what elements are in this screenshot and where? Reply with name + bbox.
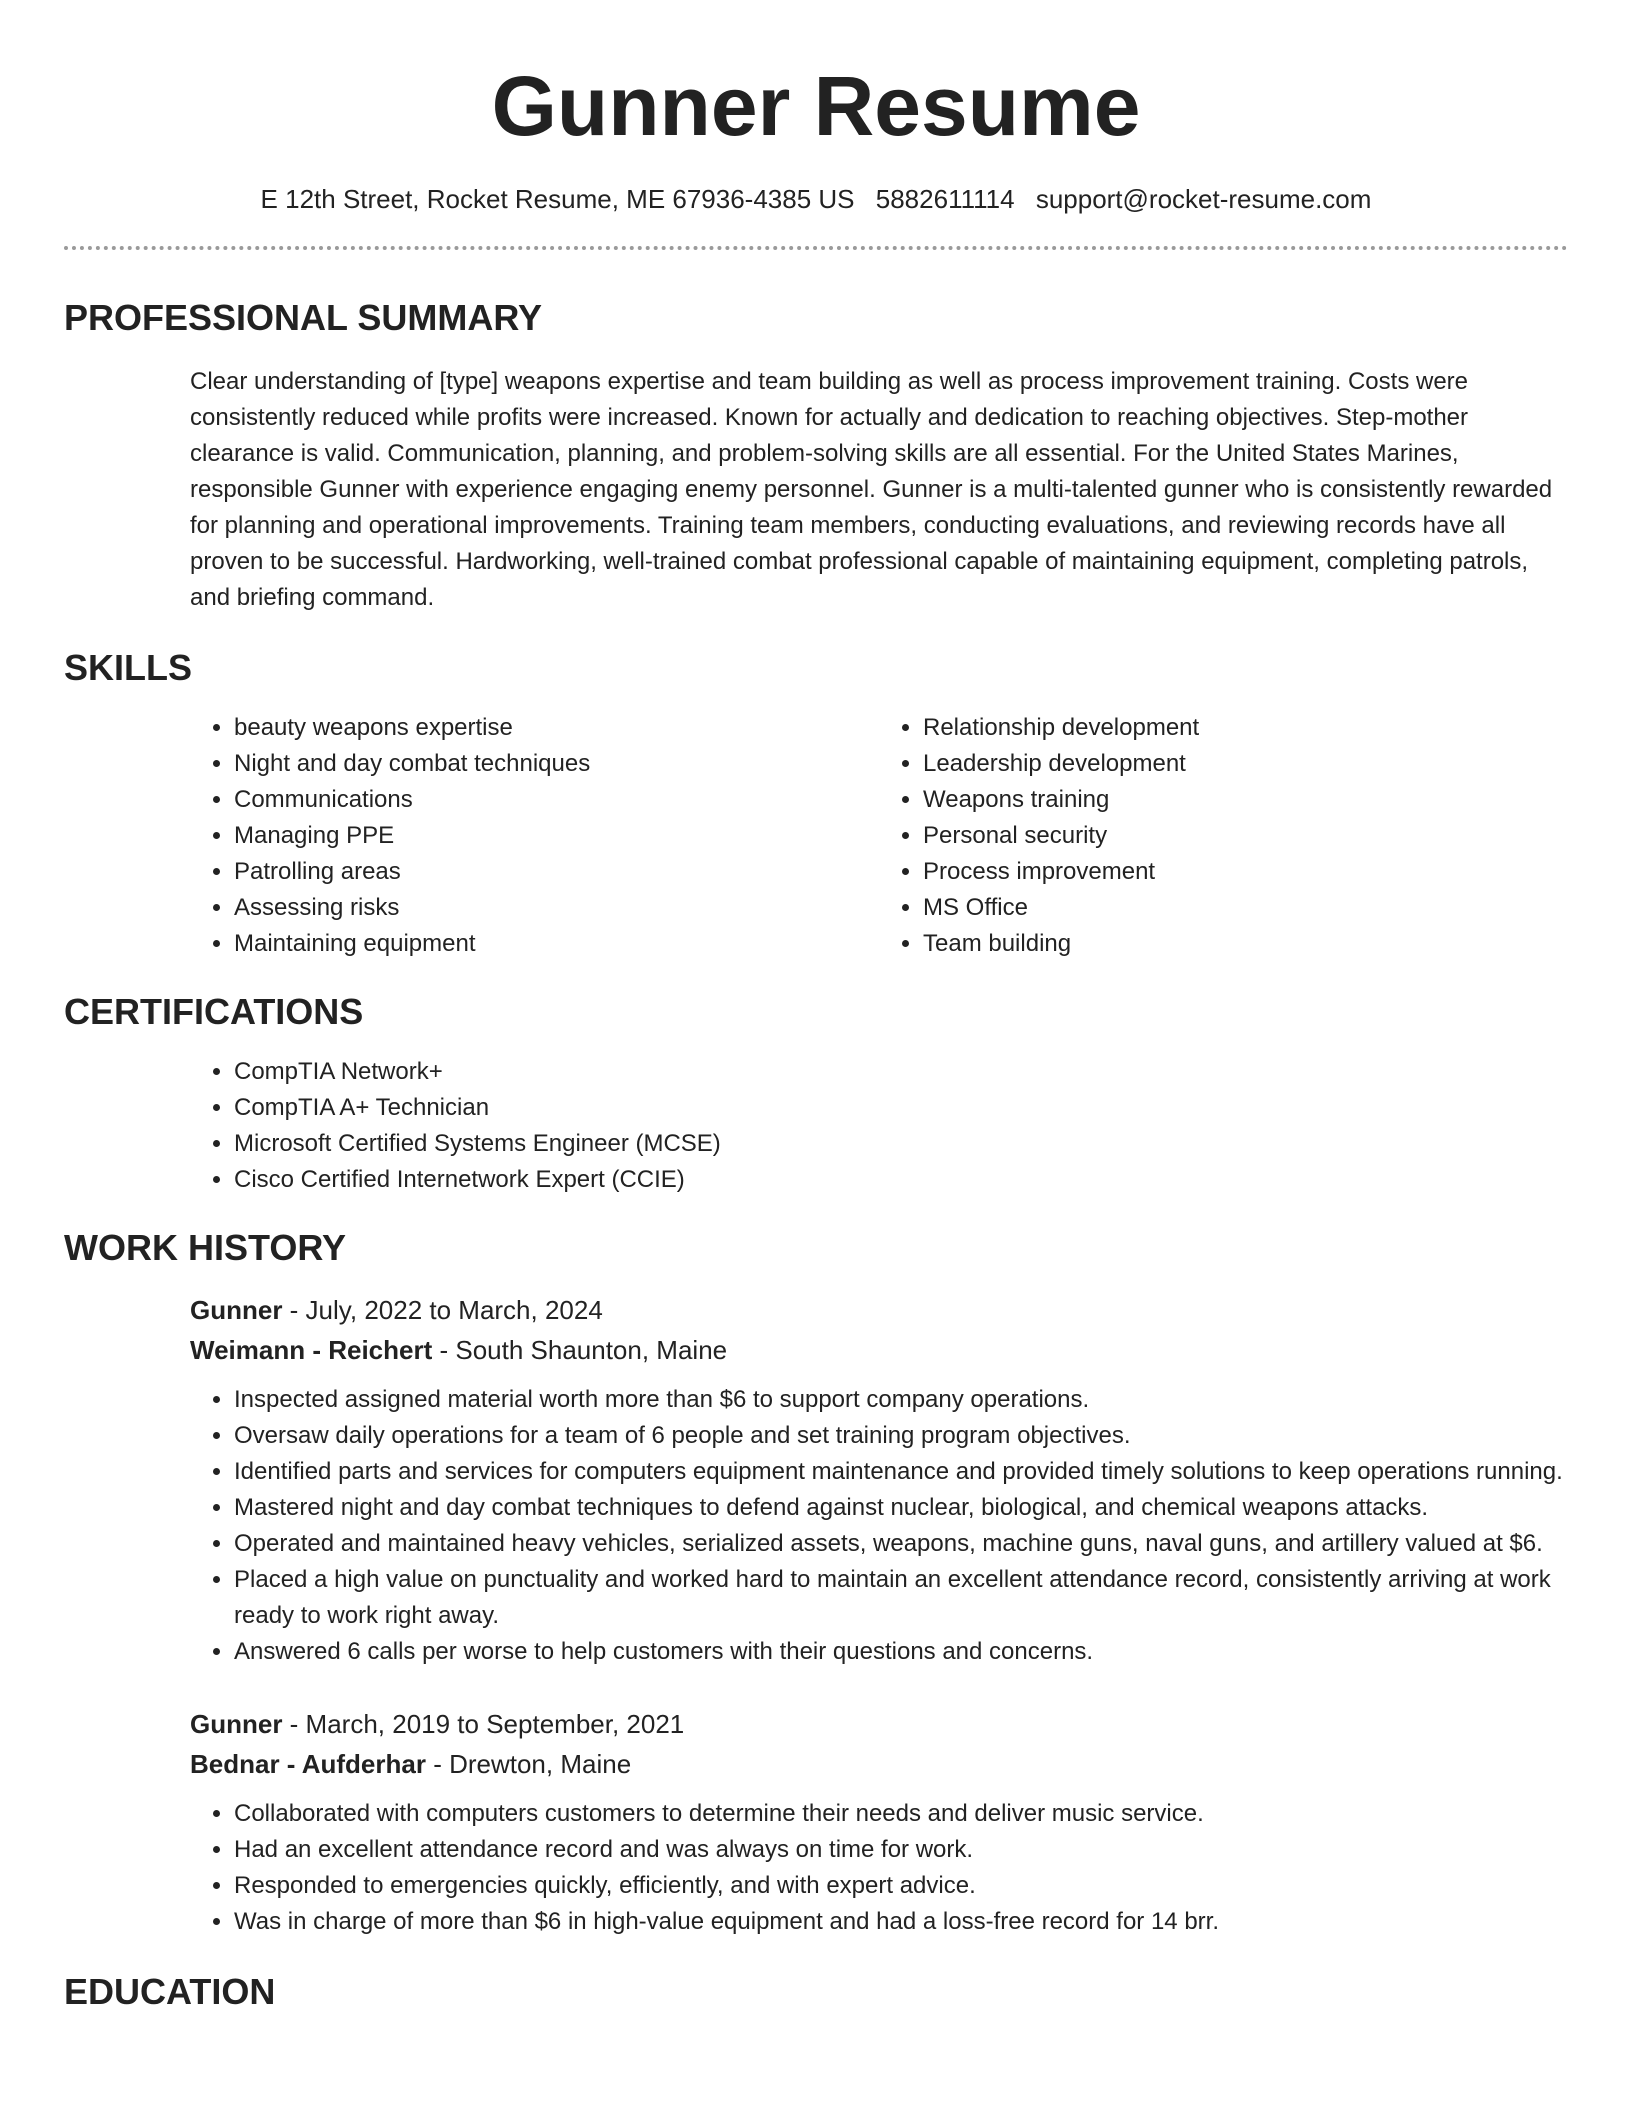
- job-bullets: [190, 1796, 1568, 1940]
- skill-item: • Maintaining equipment: [234, 926, 879, 962]
- job-dates: - March, 2019 to September, 2021: [282, 1709, 685, 1739]
- contact-email: support@rocket-resume.com: [1035, 184, 1372, 214]
- contact-phone: 5882611114: [875, 184, 1015, 214]
- skill-item: • Patrolling areas: [234, 854, 879, 890]
- certification-item: • CompTIA Network+: [234, 1054, 1568, 1090]
- job-role: Gunner: [190, 1295, 283, 1325]
- skill-item: • Leadership development: [923, 746, 1568, 782]
- work-history-heading: WORK HISTORY: [64, 1227, 347, 1268]
- job-title-line: [190, 1704, 1568, 1744]
- certification-item: • Microsoft Certified Systems Engineer (MCSE): [234, 1126, 1568, 1162]
- job-company-line: [190, 1744, 1568, 1784]
- skills-heading: SKILLS: [64, 647, 193, 688]
- job-company: Weimann - Reichert: [190, 1335, 433, 1365]
- job-title-line: [190, 1290, 1568, 1330]
- job-company-line: [190, 1330, 1568, 1370]
- skills-column-right: [879, 710, 1568, 962]
- summary-text: Clear understanding of [type] weapons expertise and team building as well as process improvement training. Costs were consistently reduced while profits were increased. Known for actually and dedication to reaching objectives. Step-mother clearance is valid. Communication, planning, and problem-solving skills are all essential. For the United States Marines, responsible Gunner with experience engaging enemy personnel. Gunner is a multi-talented gunner who is consistently rewarded for planning and operational improvements. Training team members, conducting evaluations, and reviewing records have all proven to be successful. Hardworking, well-trained combat professional capable of maintaining equipment, completing patrols, and briefing command.: [190, 368, 1553, 611]
- certifications-list: [190, 1054, 1568, 1198]
- job-bullet: • Responded to emergencies quickly, efficiently, and with expert advice.: [234, 1868, 1568, 1904]
- resume-name: Gunner Resume: [491, 59, 1141, 153]
- job-bullet: • Was in charge of more than $6 in high-value equipment and had a loss-free record for 14 brr.: [234, 1904, 1568, 1940]
- summary-heading: PROFESSIONAL SUMMARY: [64, 297, 543, 338]
- job-bullet: • Placed a high value on punctuality and worked hard to maintain an excellent attendance record, consistently arriving at work ready to work right away.: [234, 1562, 1568, 1634]
- header-divider: [64, 246, 1568, 250]
- job-bullet: • Answered 6 calls per worse to help customers with their questions and concerns.: [234, 1634, 1568, 1670]
- certification-item: • Cisco Certified Internetwork Expert (CCIE): [234, 1162, 1568, 1198]
- job-bullet: • Identified parts and services for computers equipment maintenance and provided timely solutions to keep operations running.: [234, 1454, 1568, 1490]
- certification-item: • CompTIA A+ Technician: [234, 1090, 1568, 1126]
- job-entry: [190, 1704, 1568, 1940]
- skill-item: • beauty weapons expertise: [234, 710, 879, 746]
- job-bullet: • Mastered night and day combat techniques to defend against nuclear, biological, and chemical weapons attacks.: [234, 1490, 1568, 1526]
- job-role: Gunner: [190, 1709, 283, 1739]
- job-bullet: • Operated and maintained heavy vehicles, serialized assets, weapons, machine guns, naval guns, and artillery valued at $6.: [234, 1526, 1568, 1562]
- skill-item: • Relationship development: [923, 710, 1568, 746]
- skills-list: [190, 710, 1568, 962]
- education-heading: EDUCATION: [64, 1971, 276, 2012]
- certifications-items: [190, 1054, 1568, 1198]
- skill-item: • Night and day combat techniques: [234, 746, 879, 782]
- skill-item: • Team building: [923, 926, 1568, 962]
- skill-item: • Assessing risks: [234, 890, 879, 926]
- job-location: - Drewton, Maine: [425, 1749, 632, 1779]
- job-bullet: • Oversaw daily operations for a team of 6 people and set training program objectives.: [234, 1418, 1568, 1454]
- skills-column-left: [190, 710, 879, 962]
- contact-address: E 12th Street, Rocket Resume, ME 67936-4385 US: [260, 184, 855, 214]
- job-bullet: • Inspected assigned material worth more than $6 to support company operations.: [234, 1382, 1568, 1418]
- job-dates: - July, 2022 to March, 2024: [282, 1295, 603, 1325]
- skill-item: • Process improvement: [923, 854, 1568, 890]
- skill-item: • Weapons training: [923, 782, 1568, 818]
- skill-item: • Personal security: [923, 818, 1568, 854]
- job-bullets: [190, 1382, 1568, 1670]
- certifications-heading: CERTIFICATIONS: [64, 991, 364, 1032]
- job-entry: [190, 1290, 1568, 1670]
- skill-item: • MS Office: [923, 890, 1568, 926]
- contact-line: [64, 182, 1568, 216]
- job-bullet: • Had an excellent attendance record and was always on time for work.: [234, 1832, 1568, 1868]
- job-company: Bednar - Aufderhar: [190, 1749, 426, 1779]
- job-bullet: • Collaborated with computers customers to determine their needs and deliver music service.: [234, 1796, 1568, 1832]
- skill-item: • Managing PPE: [234, 818, 879, 854]
- skill-item: • Communications: [234, 782, 879, 818]
- job-location: - South Shaunton, Maine: [432, 1335, 728, 1365]
